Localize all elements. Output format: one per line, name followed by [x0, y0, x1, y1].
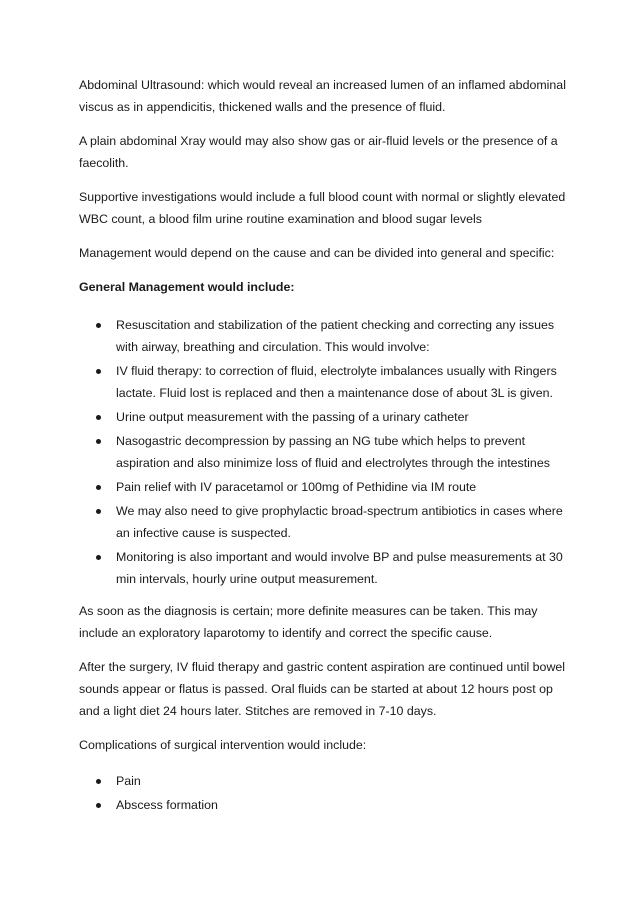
bullet-icon: [96, 485, 101, 490]
bullet-icon: [96, 509, 101, 514]
list-item: [79, 476, 569, 498]
general-management-heading: General Management would include:: [79, 280, 295, 294]
list-item-text: Pain: [116, 774, 141, 788]
list-item: [79, 770, 569, 792]
list-item-text: Pain relief with IV paracetamol or 100mg of Pethidine via IM route: [116, 480, 477, 494]
list-item: [79, 406, 569, 428]
list-item-text: We may also need to give prophylactic broad-spectrum antibiotics in cases where an infective cause is suspected.: [116, 504, 563, 540]
list-item-text: Resuscitation and stabilization of the patient checking and correcting any issues with airway, breathing and circulation. This would involve:: [116, 318, 555, 354]
complications-list: [79, 770, 569, 816]
list-item: [79, 500, 569, 544]
document-body: [79, 74, 569, 826]
paragraph-post-surgery: After the surgery, IV fluid therapy and gastric content aspiration are continued until bowel sounds appear or flatus is passed. Oral fluids can be started at about 12 hours post op and a light diet 24 hours later. Stitches are removed in 7-10 days.: [79, 660, 566, 718]
bullet-icon: [96, 439, 101, 444]
bullet-icon: [96, 779, 101, 784]
list-item: [79, 430, 569, 474]
paragraph-xray: A plain abdominal Xray would may also show gas or air-fluid levels or the presence of a faecolith.: [79, 134, 558, 170]
general-management-list: [79, 314, 569, 590]
bullet-icon: [96, 803, 101, 808]
list-item: [79, 546, 569, 590]
paragraph-supportive-investigations: Supportive investigations would include a full blood count with normal or slightly elevated WBC count, a blood film urine routine examination and blood sugar levels: [79, 190, 566, 226]
bullet-icon: [96, 415, 101, 420]
bullet-icon: [96, 369, 101, 374]
paragraph-definite-measures: As soon as the diagnosis is certain; more definite measures can be taken. This may include an exploratory laparotomy to identify and correct the specific cause.: [79, 604, 538, 640]
paragraph-complications-intro: Complications of surgical intervention would include:: [79, 738, 367, 752]
list-item: [79, 794, 569, 816]
list-item-text: Monitoring is also important and would involve BP and pulse measurements at 30 min intervals, hourly urine output measurement.: [116, 550, 563, 586]
bullet-icon: [96, 555, 101, 560]
list-item-text: IV fluid therapy: to correction of fluid, electrolyte imbalances usually with Ringers lactate. Fluid lost is replaced and then a maintenance dose of about 3L is given.: [116, 364, 557, 400]
list-item-text: Abscess formation: [116, 798, 218, 812]
paragraph-management: Management would depend on the cause and can be divided into general and specific:: [79, 246, 555, 260]
list-item-text: Nasogastric decompression by passing an NG tube which helps to prevent aspiration and also minimize loss of fluid and electrolytes through the intestines: [116, 434, 550, 470]
paragraph-ultrasound: Abdominal Ultrasound: which would reveal an increased lumen of an inflamed abdominal viscus as in appendicitis, thickened walls and the presence of fluid.: [79, 78, 566, 114]
list-item: [79, 360, 569, 404]
bullet-icon: [96, 323, 101, 328]
list-item: [79, 314, 569, 358]
list-item-text: Urine output measurement with the passing of a urinary catheter: [116, 410, 469, 424]
